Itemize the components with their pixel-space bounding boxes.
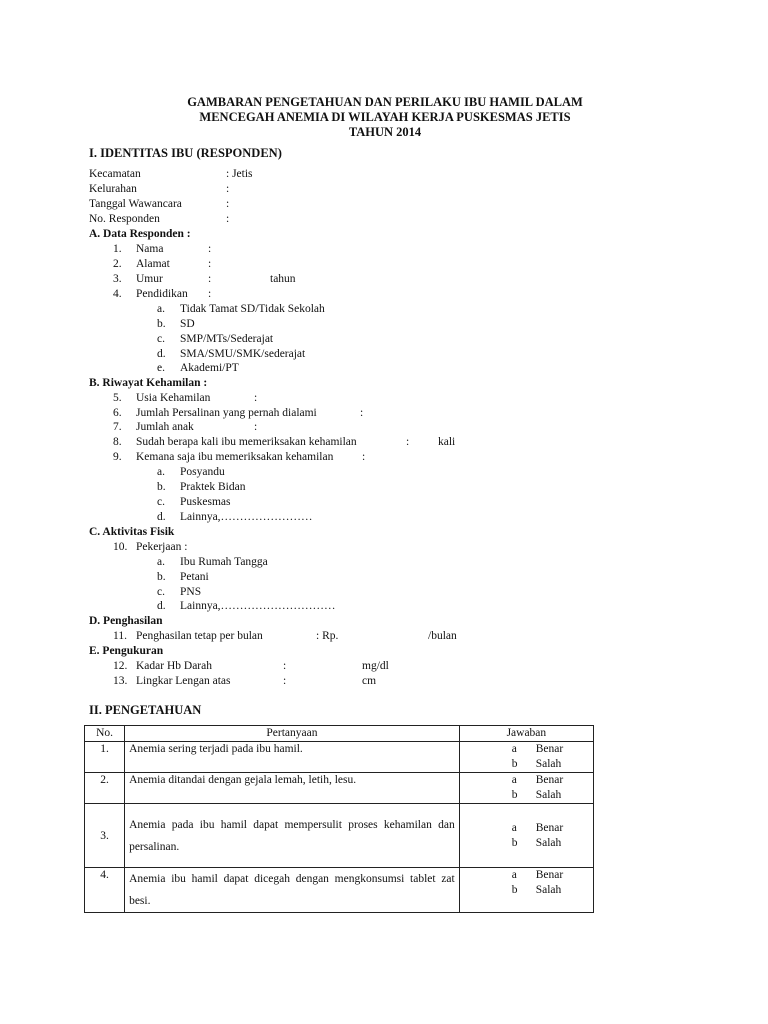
item-label-alamat: Alamat <box>136 258 170 270</box>
item-num: 5. <box>113 392 122 404</box>
field-tanggal-label: Tanggal Wawancara <box>89 198 182 210</box>
row-number: 1. <box>85 742 125 773</box>
answer-text: Benar <box>535 743 564 755</box>
option-letter: a. <box>157 556 165 568</box>
column-header-pertanyaan: Pertanyaan <box>125 726 460 742</box>
item-colon: : <box>283 660 287 672</box>
item-label-kemana: Kemana saja ibu memeriksakan kehamilan <box>136 451 334 463</box>
heading-data-responden: A. Data Responden : <box>89 228 191 240</box>
item-num: 13. <box>113 675 128 687</box>
doc-title-line-3: TAHUN 2014 <box>348 125 422 139</box>
option-letter: a. <box>157 303 165 315</box>
field-responden-label: No. Responden <box>89 213 160 225</box>
answer-text: Benar <box>535 821 564 834</box>
item-label-lila: Lingkar Lengan atas <box>136 675 231 687</box>
answer-text: Benar <box>535 774 564 786</box>
answer-option-benar <box>464 773 589 788</box>
item-label-pekerjaan: Pekerjaan : <box>136 541 188 553</box>
table-row <box>85 742 594 773</box>
pengetahuan-table <box>84 725 594 913</box>
section-pengetahuan-heading: II. PENGETAHUAN <box>89 703 202 717</box>
option-text: Petani <box>180 571 209 583</box>
option-text: SMP/MTs/Sederajat <box>180 333 274 345</box>
item-num: 1. <box>113 243 122 255</box>
item-colon: : <box>254 392 258 404</box>
row-number: 4. <box>85 868 125 913</box>
item-num: 4. <box>113 288 122 300</box>
item-colon: : <box>360 407 364 419</box>
item-colon: : <box>254 421 258 433</box>
table-header-row <box>85 726 594 742</box>
heading-penghasilan: D. Penghasilan <box>89 615 163 627</box>
item-num: 9. <box>113 451 122 463</box>
row-answer <box>459 773 593 804</box>
column-header-jawaban: Jawaban <box>459 726 593 742</box>
option-letter: b. <box>157 481 166 493</box>
option-text: PNS <box>180 586 202 598</box>
answer-option-salah <box>464 836 589 851</box>
option-letter: c. <box>157 496 165 508</box>
option-text: Lainnya,…………………… <box>180 511 313 523</box>
heading-riwayat-kehamilan: B. Riwayat Kehamilan : <box>89 377 208 389</box>
row-number: 3. <box>85 804 125 868</box>
item-colon: : <box>283 675 287 687</box>
table-row <box>85 773 594 804</box>
item-unit-mgdl: mg/dl <box>362 660 389 672</box>
answer-option-salah <box>464 883 589 898</box>
option-text: SD <box>180 318 195 330</box>
item-unit-tahun: tahun <box>270 273 296 285</box>
item-label-periksa: Sudah berapa kali ibu memeriksakan kehamilan <box>136 436 357 448</box>
option-text: Posyandu <box>180 466 225 478</box>
item-colon: : <box>208 273 212 285</box>
answer-letter: b <box>511 884 518 896</box>
row-answer <box>459 742 593 773</box>
row-question: Anemia sering terjadi pada ibu hamil. <box>125 742 460 773</box>
row-number: 2. <box>85 773 125 804</box>
field-responden-value: : <box>226 213 230 225</box>
row-question: Anemia ibu hamil dapat dicegah dengan mengkonsumsi tablet zat besi. <box>125 868 460 913</box>
option-text: Puskesmas <box>180 496 231 508</box>
heading-aktivitas-fisik: C. Aktivitas Fisik <box>89 526 175 538</box>
item-label-nama: Nama <box>136 243 164 255</box>
item-num: 7. <box>113 421 122 433</box>
option-letter: d. <box>157 511 166 523</box>
item-label-anak: Jumlah anak <box>136 421 194 433</box>
item-unit-cm: cm <box>362 675 377 687</box>
option-letter: d. <box>157 600 166 612</box>
field-kecamatan-value: : Jetis <box>226 168 253 180</box>
answer-option-benar <box>464 821 589 836</box>
answer-letter: b <box>511 789 518 801</box>
answer-text: Salah <box>535 789 562 801</box>
item-label-penghasilan: Penghasilan tetap per bulan <box>136 630 263 642</box>
item-num: 12. <box>113 660 128 672</box>
item-unit-kali: kali <box>438 436 456 448</box>
row-question: Anemia pada ibu hamil dapat mempersulit proses kehamilan dan persalinan. <box>125 804 460 868</box>
answer-letter: a <box>511 821 517 834</box>
option-letter: d. <box>157 348 166 360</box>
option-text: Praktek Bidan <box>180 481 246 493</box>
table-row <box>85 804 594 868</box>
item-colon: : <box>362 451 366 463</box>
option-letter: c. <box>157 333 165 345</box>
answer-letter: b <box>511 758 518 770</box>
answer-text: Salah <box>535 836 562 849</box>
field-tanggal-value: : <box>226 198 230 210</box>
answer-option-benar <box>464 742 589 757</box>
answer-letter: a <box>511 774 517 786</box>
option-letter: a. <box>157 466 165 478</box>
item-num: 3. <box>113 273 122 285</box>
answer-letter: a <box>511 743 517 755</box>
item-label-pendidikan: Pendidikan <box>136 288 188 300</box>
answer-option-benar <box>464 868 589 883</box>
item-colon: : Rp. <box>316 630 339 642</box>
item-label-usia: Usia Kehamilan <box>136 392 211 404</box>
doc-title-line-2: MENCEGAH ANEMIA DI WILAYAH KERJA PUSKESMAS JETIS <box>199 110 571 124</box>
answer-letter: b <box>511 836 518 849</box>
option-letter: b. <box>157 571 166 583</box>
item-num: 8. <box>113 436 122 448</box>
item-num: 11. <box>113 630 127 642</box>
option-text: Lainnya,………………………… <box>180 600 336 612</box>
field-kecamatan-label: Kecamatan <box>89 168 141 180</box>
item-num: 10. <box>113 541 128 553</box>
answer-text: Benar <box>535 869 564 881</box>
answer-text: Salah <box>535 758 562 770</box>
item-colon: : <box>208 243 212 255</box>
answer-option-salah <box>464 788 589 803</box>
option-letter: c. <box>157 586 165 598</box>
item-label-umur: Umur <box>136 273 163 285</box>
item-label-persalinan: Jumlah Persalinan yang pernah dialami <box>136 407 317 419</box>
item-num: 2. <box>113 258 122 270</box>
option-text: SMA/SMU/SMK/sederajat <box>180 348 306 360</box>
column-header-no: No. <box>85 726 125 742</box>
answer-option-salah <box>464 757 589 772</box>
heading-pengukuran: E. Pengukuran <box>89 645 164 657</box>
field-kelurahan-value: : <box>226 183 230 195</box>
item-colon: : <box>208 258 212 270</box>
item-unit-bulan: /bulan <box>428 630 457 642</box>
item-colon: : <box>208 288 212 300</box>
row-answer <box>459 804 593 868</box>
section-identitas-heading: I. IDENTITAS IBU (RESPONDEN) <box>89 146 282 160</box>
row-answer <box>459 868 593 913</box>
doc-title-line-1: GAMBARAN PENGETAHUAN DAN PERILAKU IBU HAMIL DALAM <box>187 95 583 109</box>
answer-letter: a <box>511 869 517 881</box>
table-row <box>85 868 594 913</box>
option-text: Ibu Rumah Tangga <box>180 556 268 568</box>
option-letter: b. <box>157 318 166 330</box>
option-text: Akademi/PT <box>180 362 239 374</box>
item-colon: : <box>406 436 410 448</box>
option-text: Tidak Tamat SD/Tidak Sekolah <box>180 303 325 315</box>
row-question: Anemia ditandai dengan gejala lemah, letih, lesu. <box>125 773 460 804</box>
item-num: 6. <box>113 407 122 419</box>
field-kelurahan-label: Kelurahan <box>89 183 137 195</box>
item-label-hb: Kadar Hb Darah <box>136 660 212 672</box>
option-letter: e. <box>157 362 165 374</box>
answer-text: Salah <box>535 884 562 896</box>
